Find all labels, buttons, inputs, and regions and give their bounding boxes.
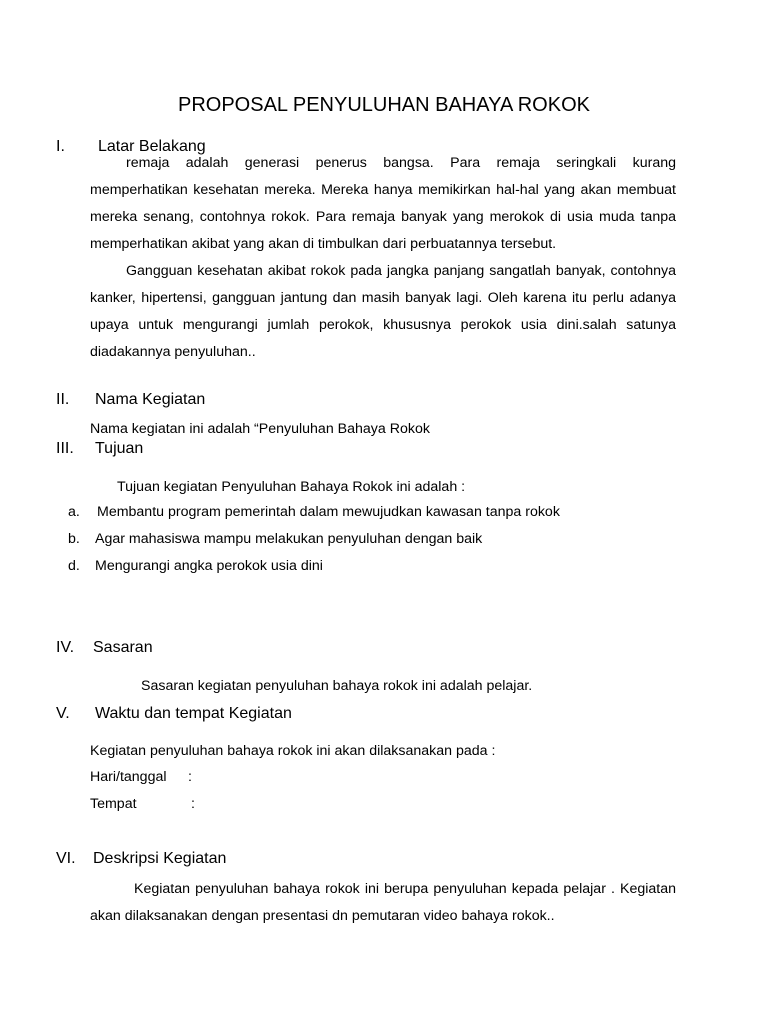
section-6-paragraph: Kegiatan penyuluhan bahaya rokok ini berupa penyuluhan kepada pelajar . Kegiatan akan dilaksanakan dengan presentasi dn pemutaran video bahaya rokok.. [90, 881, 676, 924]
section-1-body [90, 150, 676, 366]
list-marker: a. [68, 504, 80, 520]
field-label-place: Tempat [90, 796, 137, 812]
field-label-date: Hari/tanggal [90, 769, 167, 785]
section-2-heading: Nama Kegiatan [95, 391, 206, 408]
field-separator: : [188, 769, 192, 785]
field-separator: : [191, 796, 195, 812]
document-title: PROPOSAL PENYULUHAN BAHAYA ROKOK [178, 94, 590, 116]
section-1-paragraph-2: Gangguan kesehatan akibat rokok pada jangka panjang sangatlah banyak, contohnya kanker, hipertensi, gangguan jantung dan masih banyak lagi. Oleh karena itu perlu adanya upaya untuk mengurangi jumlah perokok, khususnya perokok usia dini.salah satunya diadakannya penyuluhan.. [90, 263, 676, 360]
list-item: Membantu program pemerintah dalam mewujudkan kawasan tanpa rokok [97, 504, 560, 520]
section-2-number: II. [56, 391, 70, 408]
section-1-number: I. [56, 138, 65, 155]
section-3-intro: Tujuan kegiatan Penyuluhan Bahaya Rokok ini adalah : [117, 479, 466, 495]
section-6-body [90, 876, 676, 930]
list-marker: b. [68, 531, 80, 547]
section-4-heading: Sasaran [93, 639, 153, 656]
section-1-heading: Latar Belakang [98, 138, 206, 155]
section-5-number: V. [56, 705, 70, 722]
section-6-number: VI. [56, 850, 76, 867]
section-3-heading: Tujuan [95, 440, 144, 457]
section-5-intro: Kegiatan penyuluhan bahaya rokok ini akan dilaksanakan pada : [90, 743, 496, 759]
list-item: Agar mahasiswa mampu melakukan penyuluhan dengan baik [95, 531, 483, 547]
section-3-number: III. [56, 440, 74, 457]
section-6-heading: Deskripsi Kegiatan [93, 850, 227, 867]
list-item: Mengurangi angka perokok usia dini [95, 558, 323, 574]
section-4-number: IV. [56, 639, 75, 656]
section-1-paragraph-1: remaja adalah generasi penerus bangsa. Para remaja seringkali kurang memperhatikan kesehatan mereka. Mereka hanya memikirkan hal-hal yang akan membuat mereka senang, contohnya rokok. Para remaja banyak yang merokok di usia muda tanpa memperhatikan akibat yang akan di timbulkan dari perbuatannya tersebut. [90, 155, 676, 252]
list-marker: d. [68, 558, 80, 574]
section-2-text: Nama kegiatan ini adalah “Penyuluhan Bahaya Rokok [90, 421, 430, 437]
section-4-text: Sasaran kegiatan penyuluhan bahaya rokok ini adalah pelajar. [141, 678, 533, 694]
section-5-heading: Waktu dan tempat Kegiatan [95, 705, 292, 722]
